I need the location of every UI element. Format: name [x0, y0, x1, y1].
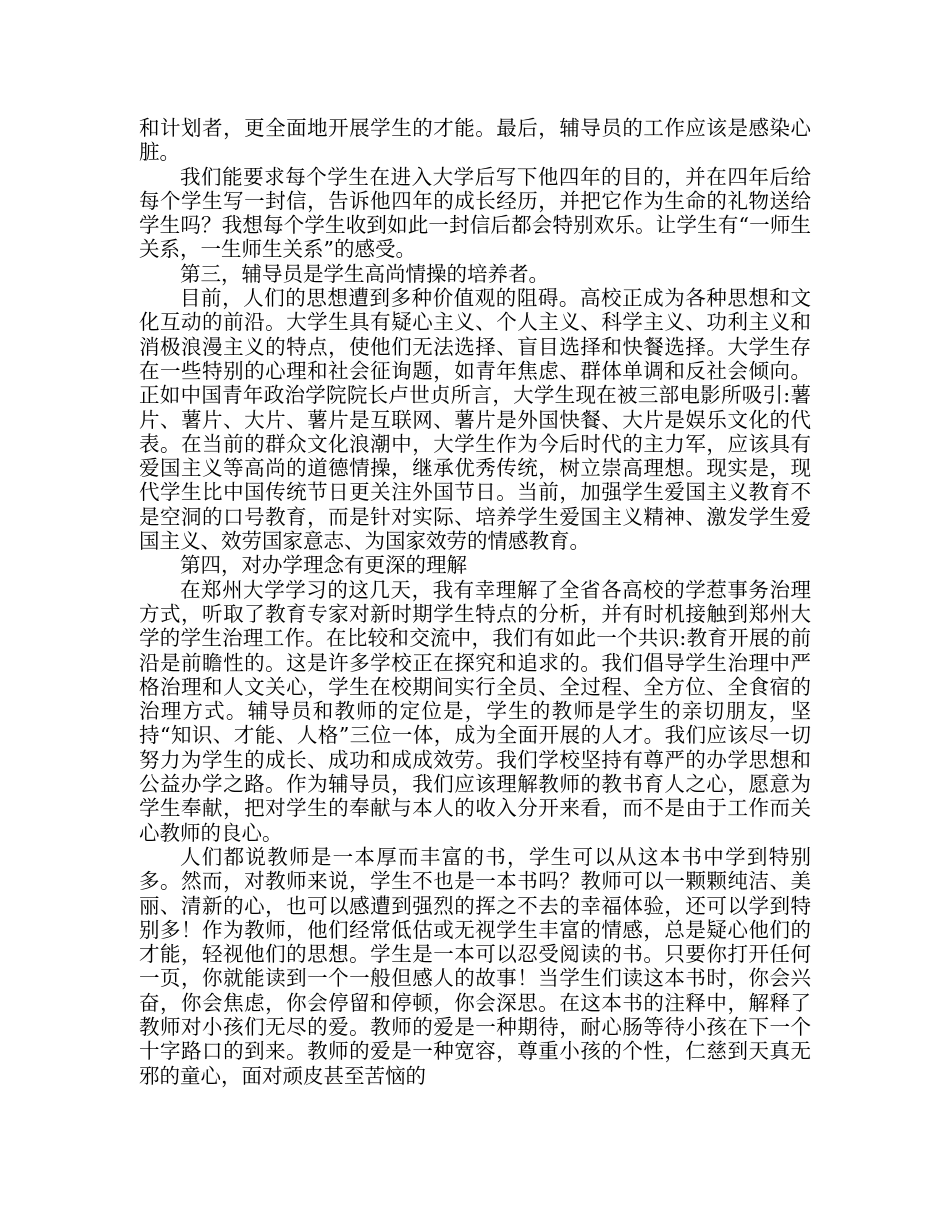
paragraph-2: 我们能要求每个学生在进入大学后写下他四年的目的，并在四年后给每个学生写一封信，告诉他四年的成长经历，并把它作为生命的礼物送给学生吗？我想每个学生收到如此一封信后都会特别欢乐。让学生有“一师生关系，一生师生关系”的感受。: [139, 164, 811, 262]
paragraph-7: 人们都说教师是一本厚而丰富的书，学生可以从这本书中学到特别多。然而，对教师来说，学生不也是一本书吗？教师可以一颗颗纯洁、美丽、清新的心，也可以感遭到强烈的挥之不去的幸福体验，还可以学到特别多！作为教师，他们经常低估或无视学生丰富的情感，总是疑心他们的才能，轻视他们的思想。学生是一本可以忍受阅读的书。只要你打开任何一页，你就能读到一个一般但感人的故事！当学生们读这本书时，你会兴奋，你会焦虑，你会停留和停顿，你会深思。在这本书的注释中，解释了教师对小孩们无尽的爱。教师的爱是一种期待，耐心肠等待小孩在下一个十字路口的到来。教师的爱是一种宽容，尊重小孩的个性，仁慈到天真无邪的童心，面对顽皮甚至苦恼的: [139, 844, 811, 1088]
section-heading-3: 第三，辅导员是学生高尚情操的培养者。: [180, 261, 549, 286]
document-page: [139, 116, 811, 1088]
section-heading-4: 第四，对办学理念有更深的理解: [180, 553, 467, 578]
paragraph-6: 在郑州大学学习的这几天，我有幸理解了全省各高校的学惹事务治理方式，听取了教育专家对新时期学生特点的分析，并有时机接触到郑州大学的学生治理工作。在比较和交流中，我们有如此一个共识:教育开展的前沿是前瞻性的。这是许多学校正在探究和追求的。我们倡导学生治理中严格治理和人文关心，学生在校期间实行全员、全过程、全方位、全食宿的治理方式。辅导员和教师的定位是，学生的教师是学生的亲切朋友，坚持“知识、才能、人格”三位一体，成为全面开展的人才。我们应该尽一切努力为学生的成长、成功和成成效劳。我们学校坚持有尊严的办学思想和公益办学之路。作为辅导员，我们应该理解教师的教书育人之心，愿意为学生奉献，把对学生的奉献与本人的收入分开来看，而不是由于工作而关心教师的良心。: [139, 577, 811, 845]
paragraph-1: 和计划者，更全面地开展学生的才能。最后，辅导员的工作应该是感染心脏。: [139, 116, 811, 165]
paragraph-4: 目前，人们的思想遭到多种价值观的阻碍。高校正成为各种思想和文化互动的前沿。大学生具有疑心主义、个人主义、科学主义、功利主义和消极浪漫主义的特点，使他们无法选择、盲目选择和快餐选择。大学生存在一些特别的心理和社会征询题，如青年焦虑、群体单调和反社会倾向。正如中国青年政治学院院长卢世贞所言，大学生现在被三部电影所吸引:薯片、薯片、大片、薯片是互联网、薯片是外国快餐、大片是娱乐文化的代表。在当前的群众文化浪潮中，大学生作为今后时代的主力军，应该具有爱国主义等高尚的道德情操，继承优秀传统，树立崇高理想。现实是，现代学生比中国传统节日更关注外国节日。当前，加强学生爱国主义教育不是空洞的口号教育，而是针对实际、培养学生爱国主义精神、激发学生爱国主义、效劳国家意志、为国家效劳的情感教育。: [139, 286, 811, 554]
